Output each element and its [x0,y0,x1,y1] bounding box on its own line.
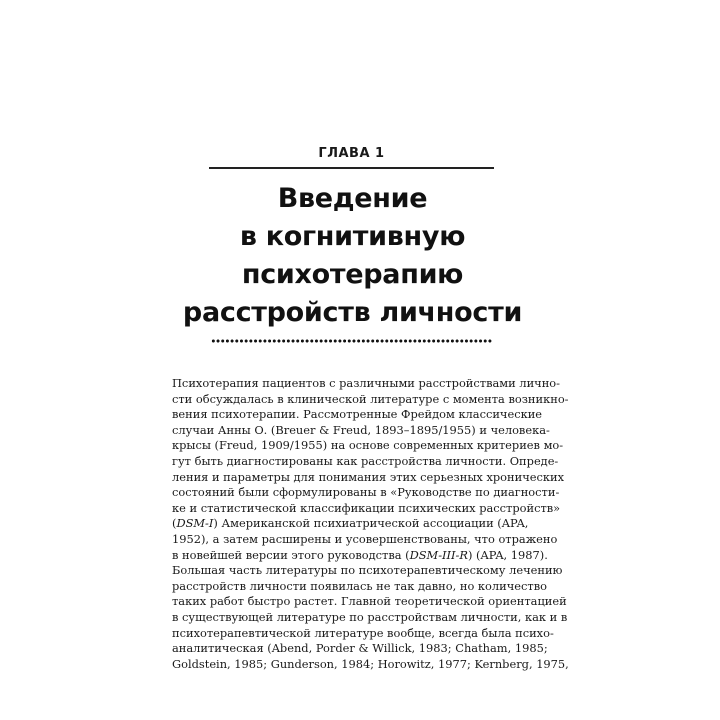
dotted-divider [211,338,493,344]
text-line: в новейшей версии этого руководства (DSM-III-R) (APA, 1987). [172,547,548,562]
text-line: аналитическая (Abend, Porder & Willick, 1983; Chatham, 1985; [172,641,548,656]
text-line: состояний были сформулированы в «Руководстве по диагности- [172,485,560,500]
text-line: (DSM-I) Американской психиатрической ассоциации (APA, [172,516,529,531]
text-line: случаи Анны О. (Breuer & Freud, 1893–1895/1955) и человека- [172,422,550,437]
text-line: вения психотерапии. Рассмотренные Фрейдом классические [172,407,543,422]
text-line: ке и статистической классификации психических расстройств» [172,500,561,515]
chapter-title [180,180,525,332]
text-line: Психотерапия пациентов с различными расстройствами лично- [172,376,561,390]
text-line: Большая часть литературы по психотерапевтическому лечению [172,563,563,578]
chapter-label: ГЛАВА 1 [318,146,385,161]
text-line: таких работ быстро растет. Главной теоретической ориентацией [172,594,567,609]
text-line: крысы (Freud, 1909/1955) на основе современных критериев мо- [172,438,564,453]
text-line: сти обсуждалась в клинической литературе с момента возникно- [172,391,569,406]
text-line: 1952), а затем расширены и усовершенствованы, что отражено [172,531,558,546]
body-paragraph [172,376,569,672]
text-line: гут быть диагностированы как расстройства личности. Опреде- [172,453,559,468]
text-line: психотерапевтической литературе вообще, всегда была психо- [172,625,554,640]
chapter-title-line: расстройств личности [182,297,523,328]
chapter-title-line: Введение [277,183,428,214]
text-line: ления и параметры для понимания этих серьезных хронических [172,469,564,484]
text-line: в существующей литературе по расстройствам личности, как и в [172,609,568,624]
chapter-rule-divider [209,167,494,169]
text-line: расстройств личности появилась не так давно, но количество [172,578,547,593]
chapter-title-line: психотерапию [241,259,464,290]
text-line: Goldstein, 1985; Gunderson, 1984; Horowitz, 1977; Kernberg, 1975, [172,656,569,671]
chapter-title-line: в когнитивную [239,221,466,252]
